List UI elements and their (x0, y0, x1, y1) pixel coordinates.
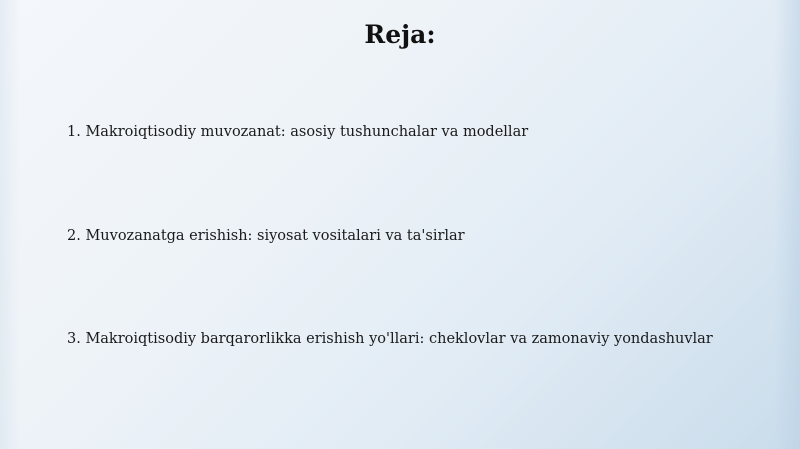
slide-edge-right (774, 0, 800, 449)
slide-edge-left (0, 0, 20, 449)
plan-item-3: 3. Makroiqtisodiy barqarorlikka erishish yo'llari: cheklovlar va zamonaviy yondashuvlar (67, 331, 713, 347)
slide-title: Reja: (364, 20, 436, 49)
plan-item-2: 2. Muvozanatga erishish: siyosat vositalari va ta'sirlar (67, 228, 465, 244)
plan-item-1: 1. Makroiqtisodiy muvozanat: asosiy tushunchalar va modellar (67, 124, 529, 140)
